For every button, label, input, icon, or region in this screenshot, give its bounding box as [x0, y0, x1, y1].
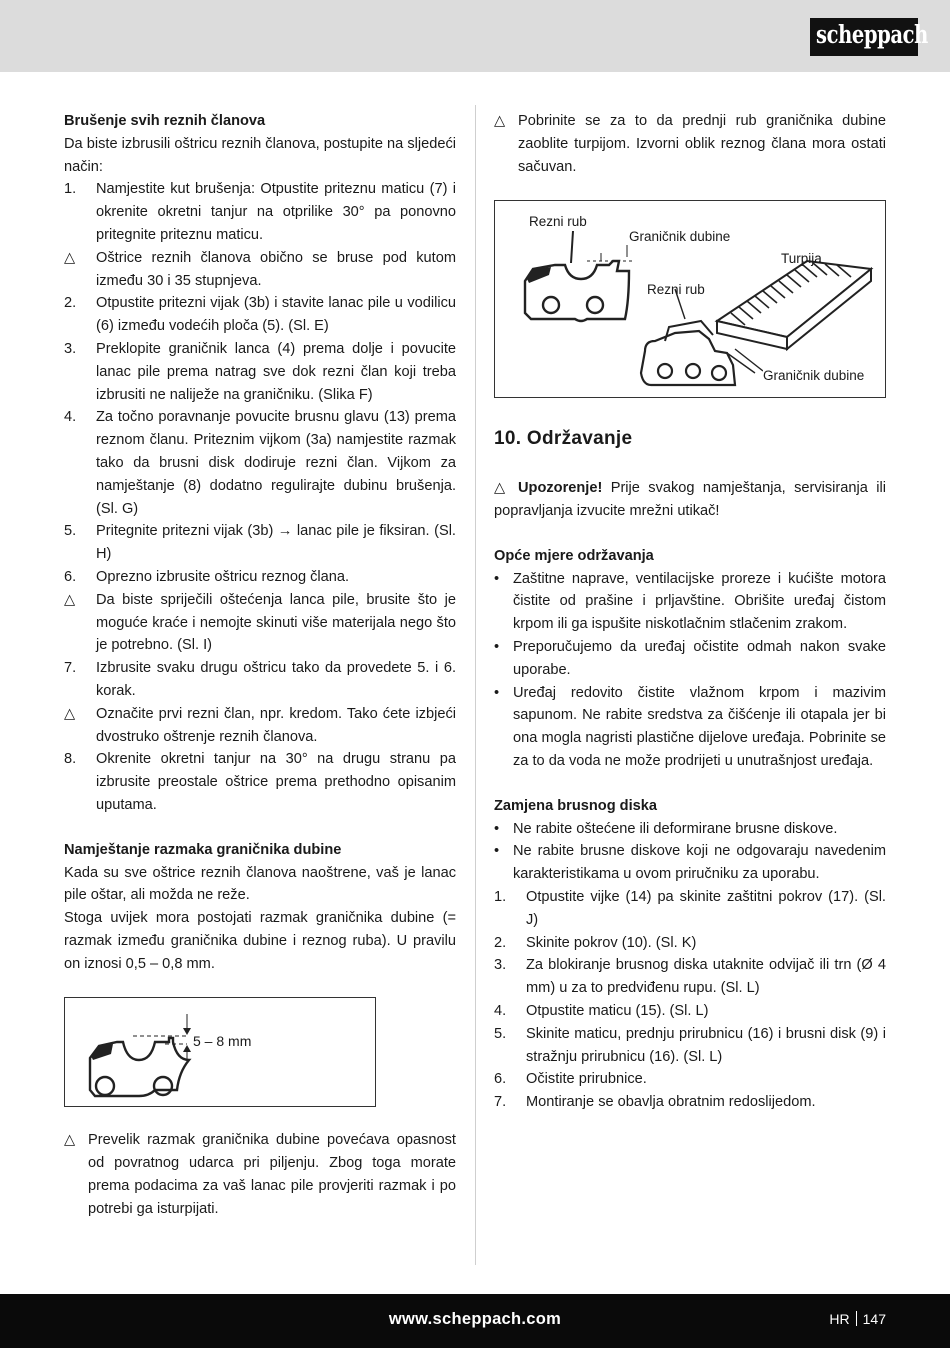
step-number: 5.	[494, 1025, 507, 1042]
item-text: Ne rabite oštećene ili deformirane brusne diskove.	[513, 820, 838, 837]
step-number: 1.	[494, 888, 507, 905]
step-number: 1.	[64, 181, 77, 198]
step-number: 8.	[64, 751, 77, 768]
item-text: Otpustite vijke (14) pa skinite zaštitni pokrov (17). (Sl. J)	[526, 888, 886, 928]
item-text: Ne rabite brusne diskove koji ne odgovaraju navedenim karakteristikama u ovom priručniku za uporabu.	[513, 843, 886, 883]
step-number: 7.	[64, 660, 77, 677]
left-column	[64, 110, 456, 1221]
file-round-warning: △ Pobrinite se za to da prednji rub graničnika dubine zaoblite turpijom. Izvorni oblik reznog člana mora ostati sačuvan.	[494, 110, 886, 178]
bullet-marker: •	[494, 638, 500, 655]
warning-icon: △	[64, 591, 76, 608]
item-text: Oštrice reznih članova obično se bruse pod kutom između 30 i 35 stupnjeva.	[96, 249, 456, 289]
kickback-warning: △ Prevelik razmak graničnika dubine povećava opasnost od povratnog udarca pri piljenju. Zbog toga morate prema podacima za vaš lanac pile provjeriti razmak i po potrebi ga isturpijati.	[64, 1129, 456, 1220]
step-item	[64, 338, 456, 406]
bullet-marker: •	[494, 843, 500, 860]
label-cutting-edge-2: Rezni rub	[647, 282, 705, 298]
page-number: 147	[862, 1311, 886, 1327]
page-header	[0, 0, 950, 72]
step-number: 3.	[64, 340, 77, 357]
warning-icon: △	[64, 1132, 76, 1149]
item-text: Označite prvi rezni član, npr. kredom. Tako ćete izbjeći dvostruko oštrenje reznih članova.	[96, 705, 456, 745]
item-text: Otpustite maticu (15). (Sl. L)	[526, 1002, 709, 1019]
section-title: 10. Održavanje	[494, 428, 633, 450]
step-number: 5.	[64, 523, 77, 540]
step-item	[64, 703, 456, 749]
item-text: Izbrusite svaku drugu oštricu tako da provedete 5. i 6. korak.	[96, 660, 456, 699]
depth-gauge-para-1: Kada su sve oštrice reznih članova naoštrene, vaš je lanac pile oštar, ali možda ne reže.	[64, 864, 456, 904]
bullet-item	[494, 682, 886, 773]
label-cutting-edge-1: Rezni rub	[529, 214, 587, 230]
safety-warning: △ Upozorenje! Prije svakog namještanja, servisiranja ili popravljanja izvucite mrežni utikač!	[494, 480, 887, 519]
label-depth-gauge-2: Graničnik dubine	[763, 365, 864, 388]
step-item	[64, 748, 456, 816]
warning-icon: △	[494, 113, 506, 129]
step-item	[64, 520, 456, 566]
step-item	[64, 247, 456, 293]
scheppach-logo	[810, 18, 928, 56]
file-figure	[494, 200, 886, 398]
step-number: 6.	[494, 1071, 507, 1088]
item-text: Montiranje se obavlja obratnim redoslijedom.	[526, 1094, 816, 1111]
warning-icon: △	[64, 705, 76, 722]
right-column	[494, 110, 886, 1114]
item-text: Za točno poravnanje povucite brusnu glavu (13) prema reznom članu. Priteznim vijkom (3a) namjestite razmak tako da brusni disk dodiruje rezni član. Vijkom za namještanje (8) dodatno regulirajte dubinu brušenja. (Sl. G)	[96, 409, 456, 517]
item-text: Očistite prirubnice.	[526, 1071, 647, 1088]
item-text: Namjestite kut brušenja: Otpustite priteznu maticu (7) i okrenite okretni tanjur na otprilike 30° pa ponovno pritegnite priteznu maticu.	[96, 181, 456, 243]
item-text: Preporučujemo da uređaj očistite odmah nakon svake uporabe.	[513, 638, 886, 678]
general-maintenance-heading: Opće mjere održavanja	[494, 547, 654, 564]
sharpening-intro: Da biste izbrusili oštricu reznih članova, postupite na sljedeći način:	[64, 135, 456, 175]
bullet-item	[494, 818, 886, 841]
step-number: 4.	[494, 1002, 507, 1019]
step-item	[64, 657, 456, 703]
depth-gauge-figure	[64, 997, 376, 1107]
step-item	[494, 954, 886, 1000]
bullet-item	[494, 568, 886, 636]
step-item	[64, 292, 456, 338]
item-text: Skinite maticu, prednju prirubnicu (16) i brusni disk (9) i stražnju prirubnicu (16). (Sl. L)	[526, 1025, 886, 1065]
warning-icon: △	[494, 480, 510, 497]
step-number: 2.	[494, 934, 507, 951]
bullet-marker: •	[494, 684, 500, 701]
step-item	[494, 1091, 886, 1114]
step-item	[494, 1000, 886, 1023]
disk-replacement-bullets	[494, 818, 886, 886]
bullet-item	[494, 840, 886, 886]
label-depth-gauge-1: Graničnik dubine	[629, 229, 731, 245]
label-file: Turpija	[781, 251, 822, 267]
step-number: 3.	[494, 957, 507, 974]
logo-text: scheppach	[816, 20, 928, 49]
item-text: Uređaj redovito čistite vlažnom krpom i mazivim sapunom. Ne rabite sredstva za čišćenje ili otapala jer bi ona mogla nagristi plastične dijelove uređaja. Pobrinite se za to da voda ne može prodrijeti u unutrašnjost uređaja.	[513, 684, 886, 769]
website-link[interactable]: www.scheppach.com	[388, 1310, 562, 1328]
step-item	[494, 886, 886, 932]
item-text: Otpustite pritezni vijak (3b) i stavite lanac pile u vodilicu (6) između vodećih ploča (5). (Sl. E)	[96, 295, 456, 335]
step-item	[494, 1023, 886, 1069]
sharpening-steps	[64, 178, 456, 816]
page-footer	[0, 1294, 950, 1348]
step-item	[64, 589, 456, 657]
disk-replacement-heading: Zamjena brusnog diska	[494, 797, 658, 814]
step-item	[64, 566, 456, 589]
item-text: Pritegnite pritezni vijak (3b) → lanac pile je fiksiran. (Sl. H)	[96, 523, 456, 563]
language-code: HR	[829, 1311, 850, 1327]
depth-gauge-para-2: Stoga uvijek mora postojati razmak graničnika dubine (= razmak između graničnika dubine i reznog ruba). U pravilu on iznosi 0,5 – 0,8 mm.	[64, 910, 456, 972]
bullet-marker: •	[494, 820, 500, 837]
column-divider	[475, 105, 476, 1265]
disk-replacement-steps	[494, 886, 886, 1114]
step-item	[494, 932, 886, 955]
step-item	[64, 406, 456, 520]
dimension-label: 5 – 8 mm	[193, 1033, 252, 1050]
warning-icon: △	[64, 249, 76, 266]
page-indicator	[829, 1311, 886, 1327]
depth-gauge-heading: Namještanje razmaka graničnika dubine	[64, 841, 342, 858]
item-text: Preklopite graničnik lanca (4) prema dolje i povucite lanac pile prema natrag sve dok rezni član koji treba izbrusiti ne naliježe na graničniku. (Slika F)	[96, 340, 456, 403]
step-number: 6.	[64, 568, 77, 585]
step-item	[494, 1068, 886, 1091]
item-text: Zaštitne naprave, ventilacijske proreze i kućište motora čistite od prašine i prljavštine. Obrišite uređaj čistom krpom ili ga ispušite niskotlačnim stlačenim zrakom.	[513, 570, 886, 633]
bullet-marker: •	[494, 570, 500, 587]
item-text: Oprezno izbrusite oštricu reznog člana.	[96, 568, 350, 585]
item-text: Da biste spriječili oštećenja lanca pile, brusite što je moguće kraće i nemojte skinuti više materijala nego što je potrebno. (Sl. I)	[96, 591, 456, 654]
general-maintenance-list	[494, 568, 886, 773]
item-text: Okrenite okretni tanjur na 30° na drugu stranu pa izbrusite preostale oštrice prema prethodno opisanim uputama.	[96, 751, 456, 813]
step-number: 4.	[64, 409, 77, 426]
item-text: Skinite pokrov (10). (Sl. K)	[526, 934, 697, 951]
step-number: 2.	[64, 295, 77, 312]
step-item	[64, 178, 456, 246]
sharpening-heading: Brušenje svih reznih članova	[64, 113, 266, 129]
step-number: 7.	[494, 1094, 507, 1111]
bullet-item	[494, 636, 886, 682]
item-text: Za blokiranje brusnog diska utaknite odvijač ili trn (Ø 4 mm) u za to predviđenu rupu. (Sl. L)	[526, 957, 886, 997]
